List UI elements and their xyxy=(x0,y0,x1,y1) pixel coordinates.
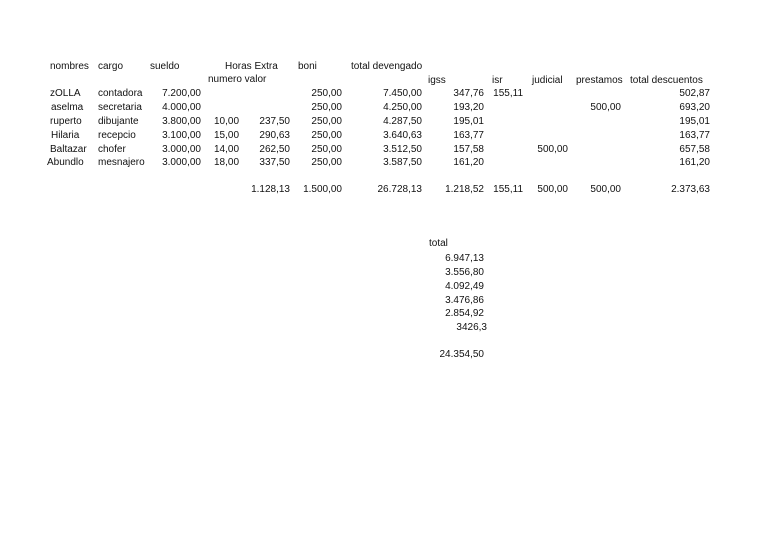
row-numero: 10,00 xyxy=(214,116,240,127)
total-prestamos: 500,00 xyxy=(590,184,621,195)
row-sueldo: 7.200,00 xyxy=(162,88,201,99)
row-nombre: Hilaria xyxy=(51,130,80,141)
total-devengado: 26.728,13 xyxy=(377,184,422,195)
row-devengado: 4.250,00 xyxy=(383,102,422,113)
row-igss: 161,20 xyxy=(453,157,484,168)
header-total-devengado: total devengado xyxy=(351,61,423,72)
row-sueldo: 3.000,00 xyxy=(162,157,201,168)
header-boni: boni xyxy=(298,61,317,72)
row-prestamos: 500,00 xyxy=(590,102,621,113)
row-numero: 15,00 xyxy=(214,130,240,141)
row-valor: 262,50 xyxy=(259,144,290,155)
row-boni: 250,00 xyxy=(311,144,342,155)
row-isr: 155,11 xyxy=(493,88,523,99)
row-cargo: mesnajero xyxy=(98,157,145,168)
total-valor: 1.128,13 xyxy=(251,184,290,195)
row-boni: 250,00 xyxy=(311,116,342,127)
row-descuentos: 657,58 xyxy=(679,144,710,155)
header-cargo: cargo xyxy=(98,61,124,72)
row-nombre: Abundlo xyxy=(47,157,84,168)
header-judicial: judicial xyxy=(532,75,563,86)
row-boni: 250,00 xyxy=(311,157,342,168)
header-nombres: nombres xyxy=(50,61,89,72)
total-boni: 1.500,00 xyxy=(303,184,342,195)
row-valor: 237,50 xyxy=(259,116,290,127)
total-block-value: 3.476,86 xyxy=(445,295,484,306)
row-sueldo: 3.000,00 xyxy=(162,144,201,155)
total-igss: 1.218,52 xyxy=(445,184,484,195)
header-igss: igss xyxy=(428,75,446,86)
header-horas-extra: Horas Extra xyxy=(225,61,278,72)
total-block-sum: 24.354,50 xyxy=(439,349,484,360)
row-sueldo: 3.800,00 xyxy=(162,116,201,127)
row-numero: 18,00 xyxy=(214,157,240,168)
row-descuentos: 502,87 xyxy=(679,88,710,99)
total-isr: 155,11 xyxy=(493,184,523,195)
row-numero: 14,00 xyxy=(214,144,240,155)
row-devengado: 4.287,50 xyxy=(383,116,422,127)
header-sueldo: sueldo xyxy=(150,61,180,72)
row-cargo: secretaria xyxy=(98,102,142,113)
row-descuentos: 693,20 xyxy=(679,102,710,113)
row-cargo: chofer xyxy=(98,144,126,155)
row-nombre: zOLLA xyxy=(50,88,81,99)
header-total-descuentos: total descuentos xyxy=(630,75,703,86)
total-block-value: 2.854,92 xyxy=(445,308,484,319)
row-boni: 250,00 xyxy=(311,88,342,99)
total-block-label: total xyxy=(429,238,448,249)
header-isr: isr xyxy=(492,75,503,86)
row-descuentos: 195,01 xyxy=(679,116,710,127)
row-igss: 193,20 xyxy=(453,102,484,113)
row-sueldo: 3.100,00 xyxy=(162,130,201,141)
row-nombre: Baltazar xyxy=(50,144,87,155)
total-descuentos: 2.373,63 xyxy=(671,184,710,195)
header-prestamos: prestamos xyxy=(576,75,623,86)
row-igss: 157,58 xyxy=(453,144,484,155)
row-valor: 290,63 xyxy=(259,130,290,141)
total-block-value: 3426,3 xyxy=(456,322,487,333)
row-cargo: contadora xyxy=(98,88,143,99)
total-judicial: 500,00 xyxy=(537,184,568,195)
row-devengado: 3.512,50 xyxy=(383,144,422,155)
row-igss: 163,77 xyxy=(453,130,484,141)
row-nombre: aselma xyxy=(51,102,84,113)
row-descuentos: 163,77 xyxy=(679,130,710,141)
row-cargo: dibujante xyxy=(98,116,139,127)
row-devengado: 3.640,63 xyxy=(383,130,422,141)
row-igss: 347,76 xyxy=(453,88,484,99)
row-devengado: 3.587,50 xyxy=(383,157,422,168)
row-igss: 195,01 xyxy=(453,116,484,127)
row-sueldo: 4.000,00 xyxy=(162,102,201,113)
row-boni: 250,00 xyxy=(311,102,342,113)
header-numero-valor: numero valor xyxy=(208,74,267,85)
row-judicial: 500,00 xyxy=(537,144,568,155)
total-block-value: 6.947,13 xyxy=(445,253,484,264)
total-block-value: 4.092,49 xyxy=(445,281,484,292)
row-valor: 337,50 xyxy=(259,157,290,168)
row-devengado: 7.450,00 xyxy=(383,88,422,99)
total-block-value: 3.556,80 xyxy=(445,267,484,278)
row-cargo: recepcio xyxy=(98,130,136,141)
row-boni: 250,00 xyxy=(311,130,342,141)
row-descuentos: 161,20 xyxy=(679,157,710,168)
row-nombre: ruperto xyxy=(50,116,82,127)
